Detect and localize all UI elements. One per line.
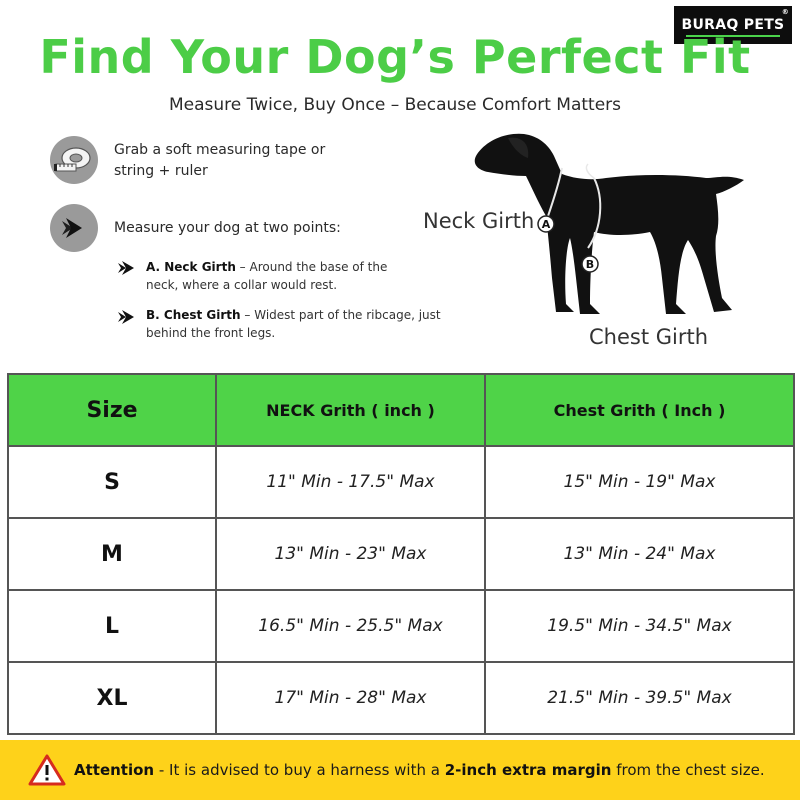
header-chest-girth: Chest Grith ( Inch ) [485,374,794,446]
arrow-icon [50,204,98,252]
step-measure-text: Measure your dog at two points: [114,220,341,236]
bullet-chest-desc1: – Widest part of the ribcage, just [240,308,441,322]
attention-text-after: from the chest size. [611,761,765,779]
table-row [8,446,794,518]
neck-girth-label: Neck Girth [423,209,535,233]
step-tape-text [114,140,325,182]
neck-cell: 16.5" Min - 25.5" Max [216,590,485,662]
marker-a: A [541,218,551,231]
bullet-neck-desc2: neck, where a collar would rest. [146,278,338,292]
step-tape-line2: string + ruler [114,163,208,179]
header-size: Size [8,374,216,446]
chest-girth-label: Chest Girth [589,325,709,349]
neck-cell: 13" Min - 23" Max [216,518,485,590]
neck-cell: 11" Min - 17.5" Max [216,446,485,518]
bullet-neck-girth [146,258,387,294]
registered-mark: ® [781,8,789,16]
size-cell: L [8,590,216,662]
size-cell: S [8,446,216,518]
step-tape-line1: Grab a soft measuring tape or [114,142,326,158]
bullet-chest-girth [146,306,441,342]
size-chart-table [7,373,795,735]
chest-cell: 21.5" Min - 39.5" Max [485,662,794,734]
size-cell: XL [8,662,216,734]
size-cell: M [8,518,216,590]
table-header-row [8,374,794,446]
marker-b: B [585,258,595,271]
bullet-neck-label: A. Neck Girth [146,260,236,274]
brand-name: BURAQ PETS [681,17,785,33]
attention-text-before: - It is advised to buy a harness with a [154,761,445,779]
measuring-tape-icon [50,136,98,184]
page-title: Find Your Dog’s Perfect Fit [39,30,751,84]
bullet-chest-desc2: behind the front legs. [146,326,276,340]
bullet-arrow-icon [118,260,138,276]
header-neck-girth: NECK Grith ( inch ) [216,374,485,446]
attention-emphasis: 2-inch extra margin [444,761,612,779]
neck-cell: 17" Min - 28" Max [216,662,485,734]
page-subtitle: Measure Twice, Buy Once – Because Comfort Matters [168,95,621,115]
table-row [8,518,794,590]
attention-banner [0,740,800,800]
bullet-neck-desc1: – Around the base of the [235,260,388,274]
table-row [8,590,794,662]
bullet-arrow-icon [118,309,138,325]
chest-cell: 13" Min - 24" Max [485,518,794,590]
bullet-chest-label: B. Chest Girth [146,308,241,322]
chest-cell: 19.5" Min - 34.5" Max [485,590,794,662]
table-row [8,662,794,734]
warning-icon [28,754,66,786]
attention-label: Attention [74,761,155,779]
chest-cell: 15" Min - 19" Max [485,446,794,518]
